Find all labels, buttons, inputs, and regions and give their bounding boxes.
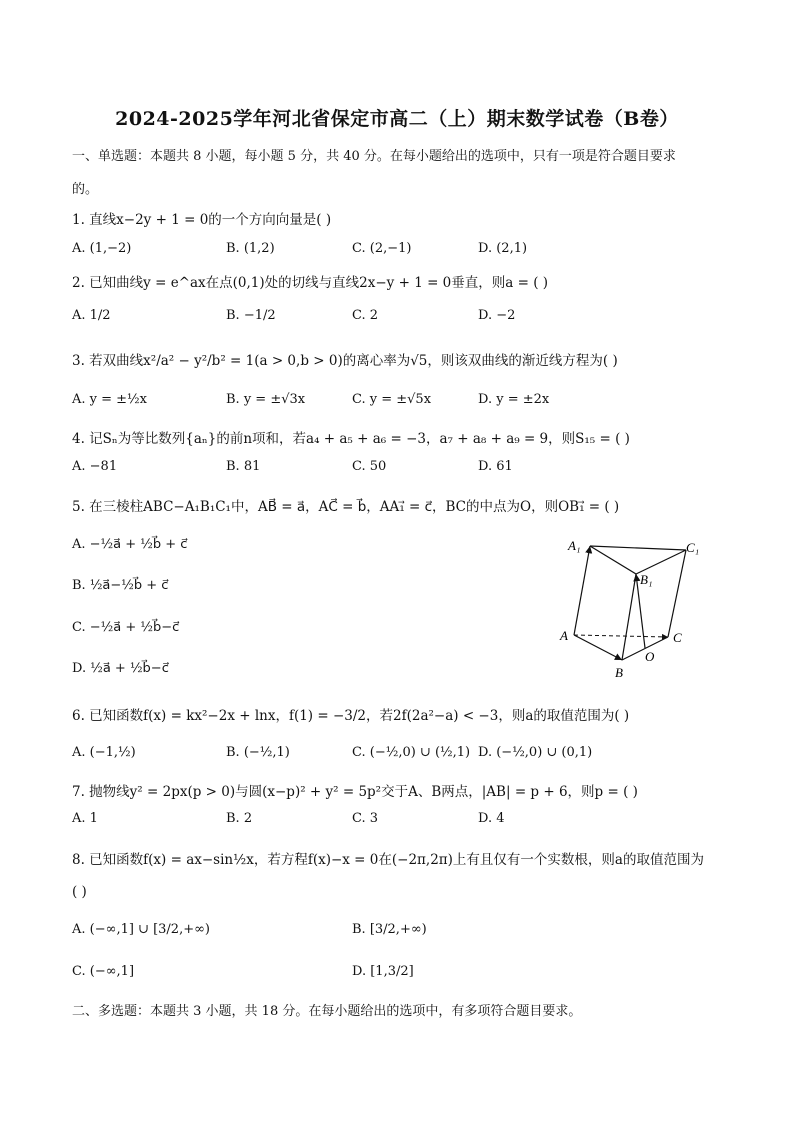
label-a: A <box>560 628 568 643</box>
question-3-stem: 3. 若双曲线x²/a² − y²/b² = 1(a > 0,b > 0)的离心率为√5，则该双曲线的渐近线方程为( ) <box>72 353 618 369</box>
q6-option-b: B. (−½,1) <box>226 745 290 760</box>
label-c1: C₁ <box>686 540 700 555</box>
q1-option-d: D. (2,1) <box>478 241 528 256</box>
label-b: B <box>615 665 623 680</box>
edge-b1-c1 <box>636 550 686 574</box>
q4-option-c: C. 50 <box>352 459 387 474</box>
question-7-stem: 7. 抛物线y² = 2px(p > 0)与圆(x−p)² + y² = 5p²交于A、B两点，|AB| = p + 6，则p = ( ) <box>72 784 638 800</box>
q2-option-a: A. 1/2 <box>72 308 111 323</box>
q5-option-a: A. −½a⃗ + ½b⃗ + c⃗ <box>72 537 188 552</box>
q1-option-a: A. (1,−2) <box>72 241 132 256</box>
q3-option-b: B. y = ±√3x <box>226 392 306 407</box>
edge-a-b <box>574 635 622 660</box>
question-4-stem: 4. 记Sₙ为等比数列{aₙ}的前n项和，若a₄ + a₅ + a₆ = −3，a₇ + a₈ + a₉ = 9，则S₁₅ = ( ) <box>72 431 630 447</box>
q2-option-b: B. −1/2 <box>226 308 276 323</box>
edge-a1-b1 <box>590 546 636 574</box>
q4-option-a: A. −81 <box>72 459 118 474</box>
q5-option-b: B. ½a⃗−½b⃗ + c⃗ <box>72 578 169 593</box>
edge-b-b1 <box>622 574 636 660</box>
q8-option-d: D. [1,3/2] <box>352 964 414 979</box>
q4-option-d: D. 61 <box>478 459 513 474</box>
q8-option-a: A. (−∞,1] ∪ [3/2,+∞) <box>72 922 210 937</box>
question-1-stem: 1. 直线x−2y + 1 = 0的一个方向向量是( ) <box>72 212 332 228</box>
q1-option-b: B. (1,2) <box>226 241 275 256</box>
question-6-stem: 6. 已知函数f(x) = kx²−2x + lnx，f(1) = −3/2，若2f(2a²−a) < −3，则a的取值范围为( ) <box>72 708 630 724</box>
question-2-stem: 2. 已知曲线y = e^ax在点(0,1)处的切线与直线2x−y + 1 = 0垂直，则a = ( ) <box>72 275 549 291</box>
q5-option-c: C. −½a⃗ + ½b⃗−c⃗ <box>72 620 180 635</box>
q7-option-d: D. 4 <box>478 811 505 826</box>
page-title: 2024-2025学年河北省保定市高二（上）期末数学试卷（B卷） <box>115 108 679 130</box>
question-8-stem: 8. 已知函数f(x) = ax−sin½x，若方程f(x)−x = 0在(−2π,2π)上有且仅有一个实数根，则a的取值范围为 <box>72 852 704 868</box>
q2-option-c: C. 2 <box>352 308 379 323</box>
q6-option-a: A. (−1,½) <box>72 745 136 760</box>
prism-figure <box>556 532 706 680</box>
edge-a-a1 <box>574 546 590 635</box>
q8-option-c: C. (−∞,1] <box>72 964 135 979</box>
section1-heading: 一、单选题：本题共 8 小题，每小题 5 分，共 40 分。在每小题给出的选项中，只有一项是符合题目要求 <box>72 149 676 164</box>
q3-option-c: C. y = ±√5x <box>352 392 432 407</box>
q6-option-d: D. (−½,0) ∪ (0,1) <box>478 745 593 760</box>
question-8-stem-cont: ( ) <box>72 884 87 900</box>
edge-c-c1 <box>668 550 686 637</box>
q7-option-b: B. 2 <box>226 811 253 826</box>
label-c: C <box>673 630 682 645</box>
q4-option-b: B. 81 <box>226 459 261 474</box>
edge-a1-c1 <box>590 546 686 550</box>
q3-option-d: D. y = ±2x <box>478 392 550 407</box>
q1-option-c: C. (2,−1) <box>352 241 412 256</box>
q2-option-d: D. −2 <box>478 308 516 323</box>
question-5-stem: 5. 在三棱柱ABC−A₁B₁C₁中，AB⃗ = a⃗，AC⃗ = b⃗，AA₁⃗ = c⃗，BC的中点为O，则OB₁⃗ = ( ) <box>72 499 620 515</box>
q7-option-a: A. 1 <box>72 811 98 826</box>
section1-heading-cont: 的。 <box>72 182 99 197</box>
label-a1: A₁ <box>568 538 581 553</box>
label-b1: B₁ <box>640 572 653 587</box>
edge-a-c-dashed <box>574 635 668 637</box>
q7-option-c: C. 3 <box>352 811 379 826</box>
q8-option-b: B. [3/2,+∞) <box>352 922 427 937</box>
q6-option-c: C. (−½,0) ∪ (½,1) <box>352 745 471 760</box>
q5-option-d: D. ½a⃗ + ½b⃗−c⃗ <box>72 661 169 676</box>
section2-heading: 二、多选题：本题共 3 小题，共 18 分。在每小题给出的选项中，有多项符合题目要求。 <box>72 1004 582 1019</box>
label-o: O <box>645 649 655 664</box>
q3-option-a: A. y = ±½x <box>72 392 147 407</box>
